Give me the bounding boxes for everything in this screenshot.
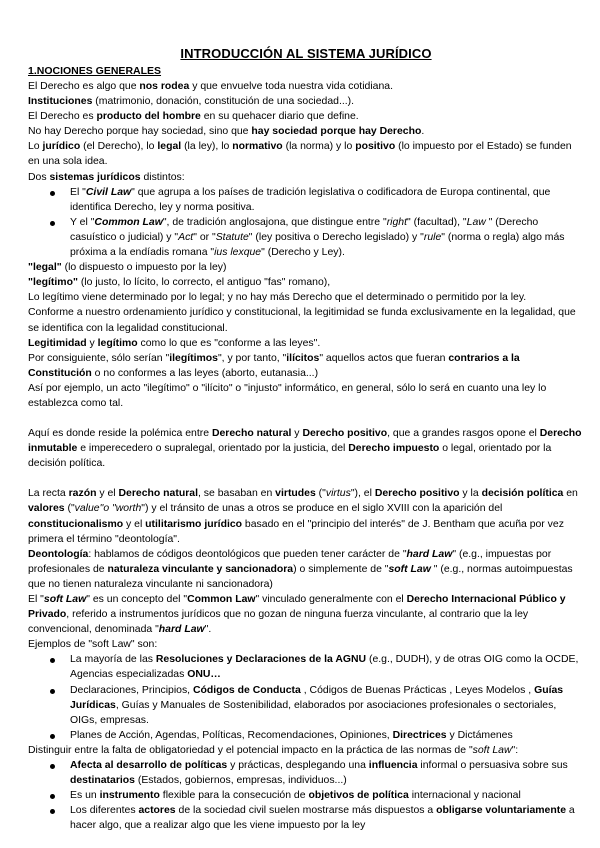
emphasis-text: virtudes [275, 488, 316, 500]
emphasis-text: Common Law [94, 216, 163, 228]
text-run: , Guías y Manuales de Sostenibilidad, elaborados por asociaciones profesionales o sectoriales, OIGs, empresas. [70, 699, 557, 726]
emphasis-text: ilícitos [286, 352, 320, 364]
emphasis-text: sistemas jurídicos [49, 171, 141, 183]
text-run: El " [28, 594, 44, 605]
text-run: El Derecho es [28, 111, 97, 123]
text-run: informal o persuasiva sobre sus [417, 760, 568, 772]
emphasis-text: objetivos de política [308, 790, 409, 802]
list-item [70, 728, 584, 743]
text-run: " or " [193, 231, 216, 243]
list-item [70, 788, 584, 803]
bullet-icon [50, 794, 55, 799]
emphasis-text: Law [466, 216, 486, 228]
emphasis-text: constitucionalismo [28, 518, 124, 530]
text-run: La mayoría de las [70, 654, 156, 666]
text-run: Así por ejemplo, un acto "ilegítimo" o "ilícito" o "injusto" informático, en general, sólo lo será en cuanto una ley lo establezca como tal. [28, 382, 547, 409]
document-page [28, 45, 584, 834]
text-run: " (ley positiva o Derecho legislado) y " [248, 231, 424, 243]
text-run: y prácticas, desplegando una [227, 760, 369, 772]
emphasis-text: Derecho positivo [374, 488, 460, 500]
text-run: y Dictámenes [446, 729, 513, 741]
emphasis-text: Derecho Internacional Público y Privado [28, 594, 566, 621]
paragraph [28, 336, 584, 351]
emphasis-text: hard Law [158, 624, 205, 636]
emphasis-text: soft Law [472, 744, 512, 756]
text-run: " (Derecho y Ley). [261, 247, 345, 259]
text-run: (el Derecho), lo [80, 141, 158, 153]
bullet-list [28, 652, 584, 743]
text-run: Aquí es donde reside la polémica entre [28, 428, 212, 440]
text-run: Y el " [70, 216, 95, 228]
text-run: " (Derecho casuístico o judicial) y " [70, 216, 539, 243]
text-run: a hacer algo, que a realizar algo que les viene impuesto por la ley [70, 805, 575, 832]
section-heading: 1.NOCIONES GENERALES [28, 65, 162, 77]
emphasis-text: hard Law [406, 548, 453, 560]
emphasis-text: actores [138, 805, 176, 817]
text-run: o legal, orientado por la decisión política. [28, 443, 552, 470]
emphasis-text: ius lexque [214, 247, 262, 259]
text-run: El " [70, 186, 86, 198]
paragraph [28, 426, 584, 471]
text-run: y el [96, 488, 119, 500]
text-run: de la sociedad civil suelen mostrarse más dispuestos a [175, 805, 437, 817]
emphasis-text: Civil Law [85, 186, 132, 198]
text-run: ", de tradición anglosajona, que distingue entre " [162, 216, 387, 228]
text-run: " vinculado generalmente con el [255, 594, 407, 605]
emphasis-text: razón [68, 488, 97, 500]
paragraph [28, 637, 584, 652]
text-run: Lo [28, 141, 43, 153]
emphasis-text: Instituciones [28, 96, 93, 108]
emphasis-text: "legal" [28, 262, 62, 274]
text-run: " (norma o regla) algo más próxima a la endíadis romana " [70, 231, 565, 259]
emphasis-text: Legitimidad [28, 337, 87, 349]
paragraph [28, 305, 584, 335]
text-run: e imperecedero o supralegal, orientado por la justicia, del [77, 443, 349, 455]
text-run: como lo que es "conforme a las leyes". [137, 337, 321, 349]
text-run: " aquellos actos que fueran [319, 352, 449, 364]
emphasis-text: "legítimo" [28, 277, 78, 289]
document-body [28, 79, 584, 834]
text-run: Los diferentes [70, 805, 139, 817]
bullet-icon [50, 221, 55, 226]
emphasis-text: virtus [325, 488, 351, 500]
text-run: , referido a instrumentos jurídicos que no gozan de ninguna fuerza vinculante, al contrario que la ley convencional, denominada " [28, 609, 529, 636]
emphasis-text: Resoluciones y Declaraciones de la AGNU [155, 654, 367, 666]
paragraph [28, 743, 584, 758]
emphasis-text: Derecho natural [118, 488, 198, 500]
paragraph-spacer [28, 471, 584, 486]
text-run: (la norma) y lo [282, 141, 356, 153]
text-run: , que a grandes rasgos opone el [387, 428, 540, 440]
bullet-list [28, 758, 584, 833]
text-run: ". [204, 624, 212, 636]
text-run: " (facultad), " [407, 216, 467, 228]
text-run: y [86, 337, 98, 349]
bullet-icon [50, 689, 55, 694]
emphasis-text: jurídico [42, 141, 81, 153]
emphasis-text: legítimo [97, 337, 138, 349]
emphasis-text: rule [423, 231, 442, 243]
emphasis-text: producto del hombre [96, 111, 201, 123]
emphasis-text: Common Law [187, 594, 256, 605]
bullet-icon [50, 658, 55, 663]
emphasis-text: influencia [368, 760, 418, 772]
text-run: y la [459, 488, 482, 500]
text-run: ) o simplemente de " [293, 563, 389, 575]
emphasis-text: utilitarismo jurídico [145, 518, 243, 530]
text-run: internacional y nacional [408, 790, 521, 802]
text-run: " que agrupa a los países de tradición legislativa o codificadora de Europa continental, que identifica Derecho, ley y norma positiva. [70, 186, 551, 213]
text-run: " (e.g., normas autoimpuestas que no tienen naturaleza vinculante ni sancionadora) [28, 563, 573, 590]
document-title: INTRODUCCIÓN AL SISTEMA JURÍDICO [180, 46, 432, 61]
bullet-icon [50, 734, 55, 739]
emphasis-text: Guías Jurídicas [70, 684, 564, 711]
text-run: y el [123, 518, 146, 530]
emphasis-text: soft Law [43, 594, 87, 605]
bullet-icon [50, 764, 55, 769]
emphasis-text: right [386, 216, 408, 228]
paragraph [28, 260, 584, 275]
paragraph [28, 547, 584, 592]
text-run: (Estados, gobiernos, empresas, individuos...) [134, 775, 347, 787]
emphasis-text: Derecho impuesto [348, 443, 440, 455]
emphasis-text: Statute [215, 231, 249, 243]
paragraph-spacer [28, 411, 584, 426]
emphasis-text: naturaleza vinculante y sancionadora [107, 563, 294, 575]
text-run: El Derecho es algo que [28, 81, 140, 92]
paragraph [28, 170, 584, 185]
emphasis-text: Derecho inmutable [28, 428, 582, 455]
text-run: basado en el "principio del interés" de J. Bentham que acuña por vez primera el término "deontología". [28, 518, 564, 545]
text-run: Es un [70, 790, 100, 802]
text-run: ") y el tránsito de unas a otros se produce en el siglo XVIII con la aparición del [141, 503, 503, 515]
text-run: (matrimonio, donación, constitución de una sociedad...). [92, 96, 355, 108]
emphasis-text: normativo [232, 141, 283, 153]
list-item [70, 185, 584, 215]
text-run: (e.g., DUDH), y de otras OIG como la OCDE, Agencias especializadas [70, 654, 579, 681]
paragraph [28, 94, 584, 109]
text-run: . [421, 126, 425, 138]
list-item [70, 215, 584, 260]
emphasis-text: Act [178, 231, 194, 243]
text-run: Lo legítimo viene determinado por lo legal; y no hay más Derecho que el determinado o permitido por la ley. [28, 292, 527, 304]
paragraph [28, 290, 584, 305]
paragraph [28, 486, 584, 546]
emphasis-text: destinatarios [70, 775, 135, 787]
emphasis-text: Derecho natural [211, 428, 292, 440]
text-run: : hablamos de códigos deontológicos que pueden tener carácter de " [88, 548, 407, 560]
paragraph [28, 275, 584, 290]
paragraph [28, 381, 584, 411]
text-run: y que envuelve toda nuestra vida cotidiana. [189, 81, 393, 92]
text-run: , Códigos de Buenas Prácticas , Leyes Modelos , [300, 684, 535, 696]
emphasis-text: ilegítimos [169, 352, 218, 364]
paragraph [28, 351, 584, 381]
text-run: " (e.g., impuestas por profesionales de [28, 548, 552, 575]
emphasis-text: obligarse voluntariamente [436, 805, 567, 817]
text-run: Planes de Acción, Agendas, Políticas, Recomendaciones, Opiniones, [70, 729, 393, 741]
text-run: en su quehacer diario que define. [200, 111, 359, 123]
text-run: (" [64, 503, 75, 515]
text-run: o no conformes a las leyes (aborto, eutanasia...) [91, 367, 319, 379]
text-run: Por consiguiente, sólo serían " [28, 352, 170, 364]
emphasis-text: Directrices [392, 729, 447, 741]
text-run: (" [315, 488, 326, 500]
emphasis-text: Afecta al desarrollo de políticas [70, 760, 228, 772]
text-run: , se basaban en [197, 488, 276, 500]
text-run: No hay Derecho porque hay sociedad, sino que [28, 126, 252, 138]
emphasis-text: nos rodea [139, 81, 190, 92]
text-run: Distinguir entre la falta de obligatoriedad y el potencial impacto en la práctica de las normas de " [28, 744, 473, 756]
text-run: La recta [28, 488, 69, 500]
text-run: (lo dispuesto o impuesto por la ley) [61, 262, 227, 274]
text-run: (la ley), lo [181, 141, 233, 153]
emphasis-text: ONU… [187, 669, 221, 681]
bullet-icon [50, 191, 55, 196]
text-run: (lo impuesto por el Estado) se funden en una sola idea. [28, 141, 572, 168]
text-run: flexible para la consecución de [159, 790, 309, 802]
emphasis-text: instrumento [99, 790, 160, 802]
list-item [70, 652, 584, 682]
text-run: Ejemplos de "soft Law" son: [28, 639, 158, 651]
list-item [70, 803, 584, 833]
text-run: ", y por tanto, " [217, 352, 287, 364]
list-item [70, 683, 584, 728]
paragraph [28, 592, 584, 637]
emphasis-text: valores [28, 503, 65, 515]
emphasis-text: Códigos de Conducta [192, 684, 301, 696]
text-run: " es un concepto del " [86, 594, 188, 605]
emphasis-text: decisión política [481, 488, 564, 500]
bullet-icon [50, 809, 55, 814]
text-run: Conforme a nuestro ordenamiento jurídico y constitucional, la legitimidad se funda exclusivamente en la legalidad, que se identifica con la legalidad constitucional. [28, 307, 576, 334]
emphasis-text: Deontología [28, 548, 89, 560]
emphasis-text: value"o "worth [74, 503, 142, 515]
text-run: en [563, 488, 578, 500]
paragraph [28, 109, 584, 124]
paragraph [28, 79, 584, 94]
list-item [70, 758, 584, 788]
emphasis-text: hay sociedad porque hay Derecho [251, 126, 422, 138]
paragraph [28, 124, 584, 139]
emphasis-text: soft Law [388, 563, 431, 575]
emphasis-text: Derecho positivo [302, 428, 388, 440]
text-run: Dos [28, 171, 50, 183]
text-run: "), el [350, 488, 375, 500]
emphasis-text: positivo [355, 141, 396, 153]
emphasis-text: contrarios a la Constitución [28, 352, 520, 379]
emphasis-text: legal [157, 141, 182, 153]
paragraph [28, 139, 584, 169]
bullet-list [28, 185, 584, 260]
text-run: y [291, 428, 303, 440]
text-run: (lo justo, lo lícito, lo correcto, el antiguo "fas" romano), [77, 277, 331, 289]
text-run: distintos: [140, 171, 185, 183]
text-run: ": [511, 744, 519, 756]
text-run: Declaraciones, Principios, [70, 684, 193, 696]
